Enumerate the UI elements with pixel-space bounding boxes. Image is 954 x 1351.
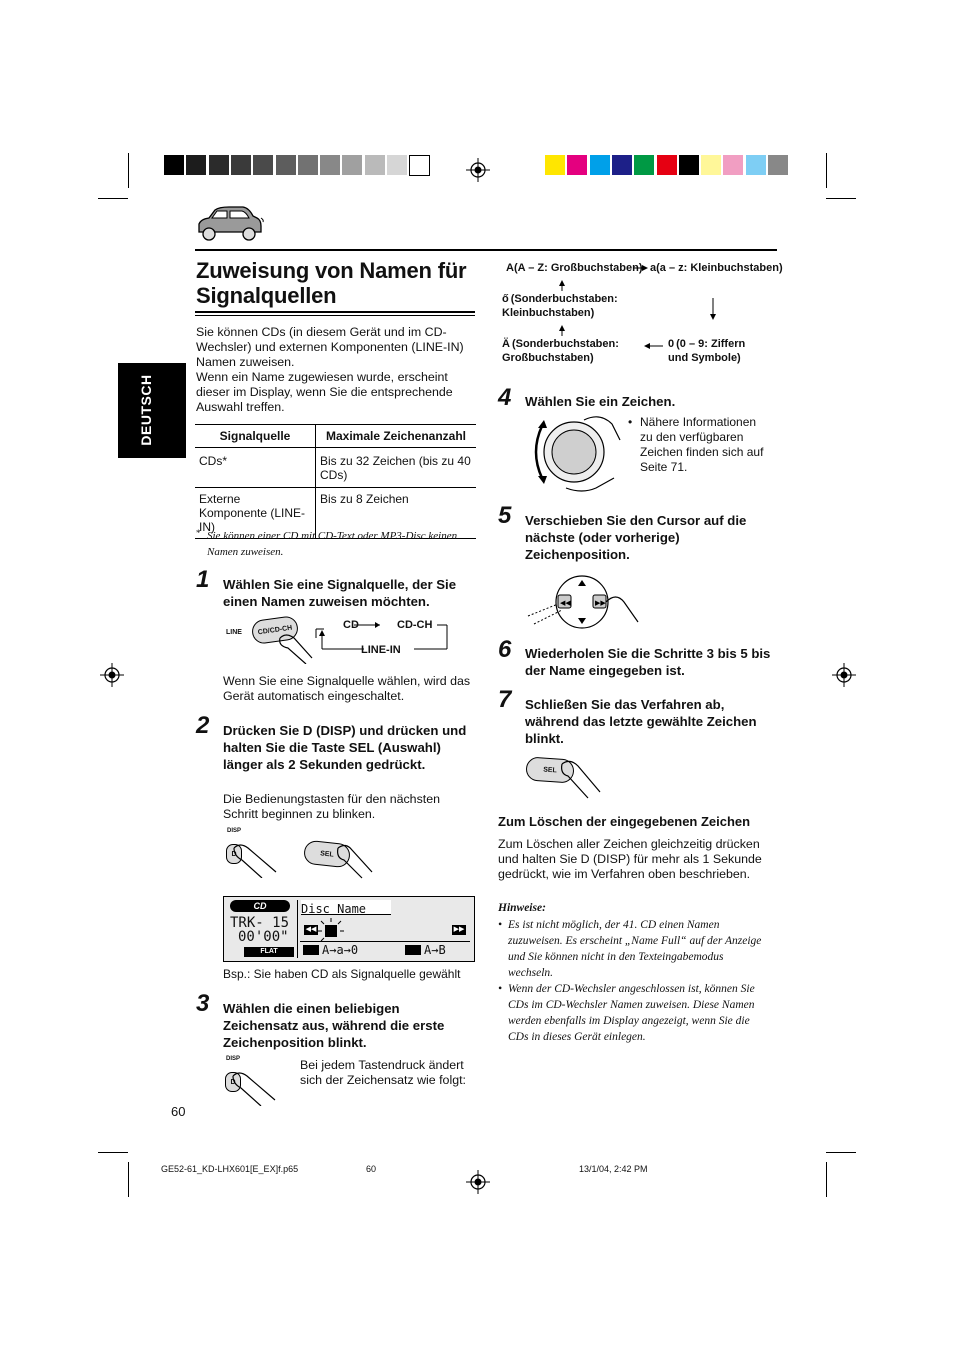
step-number: 4 bbox=[498, 384, 512, 411]
intro-paragraph: Sie können CDs (in diesem Gerät und im CD-Wechsler) und externen Komponenten (LINE-IN) Namen zuweisen. bbox=[196, 325, 464, 369]
gray-swatch bbox=[409, 155, 430, 176]
page-number: 60 bbox=[171, 1104, 186, 1119]
hints-heading: Hinweise: bbox=[498, 902, 546, 914]
step-note: • Nähere Informationen zu den verfügbaren Zeichen finden sich auf Seite 71. bbox=[628, 415, 768, 475]
finger-press-icon bbox=[558, 756, 602, 800]
lcd-prev-icon: ◀◀ bbox=[305, 926, 317, 933]
gray-swatch bbox=[387, 155, 407, 175]
table-header: Maximale Zeichenanzahl bbox=[316, 425, 477, 448]
step-note-text: Nähere Informationen zu den verfügbaren Zeichen finden sich auf Seite 71. bbox=[640, 415, 764, 474]
color-swatch bbox=[590, 155, 610, 175]
page-title: Zuweisung von Namen für Signalquellen bbox=[196, 258, 467, 308]
title-underline-thin bbox=[195, 315, 475, 316]
gray-swatch bbox=[253, 155, 273, 175]
step-text: Wählen Sie eine Signalquelle, der Sie einen Namen zuweisen möchten. bbox=[223, 577, 457, 609]
step-note: Wenn Sie eine Signalquelle wählen, wird das Gerät automatisch eingeschaltet. bbox=[223, 674, 471, 703]
footnote-mark: * bbox=[196, 528, 201, 538]
list-item: • Es ist nicht möglich, der 41. CD einen Namen zuzuweisen. Es erscheint „Name Full“ auf der Anzeige und Sie können nicht in den Texteingabemodus wechseln. bbox=[498, 919, 762, 979]
lcd-eq-badge bbox=[244, 947, 294, 957]
color-swatch bbox=[768, 155, 788, 175]
step-number: 3 bbox=[196, 990, 210, 1017]
disp-label: DISP bbox=[227, 828, 242, 834]
lcd-sel-icon bbox=[405, 945, 421, 955]
signal-source-table bbox=[195, 424, 476, 539]
cd-ch-option: CD-CH bbox=[397, 619, 433, 631]
lcd-time: 00'00" bbox=[238, 929, 289, 945]
intro-text bbox=[196, 325, 476, 415]
charset-upper-label: (A – Z: Großbuchstaben) bbox=[513, 262, 643, 274]
color-swatch bbox=[567, 155, 587, 175]
source-select-diagram bbox=[226, 614, 456, 664]
color-swatch bbox=[634, 155, 654, 175]
gray-swatch bbox=[365, 155, 385, 175]
gray-swatch bbox=[276, 155, 296, 175]
step-text: Schließen Sie das Verfahren ab, während das letzte gewählte Zeichen blinkt. bbox=[525, 697, 757, 746]
step-number: 2 bbox=[196, 712, 210, 739]
svg-text:◀◀: ◀◀ bbox=[560, 599, 571, 607]
footnote-text: Sie können einer CD mit CD-Text oder MP3-Disc keinen Namen zuweisen. bbox=[207, 530, 458, 558]
digit-icon: 0 bbox=[668, 338, 675, 350]
lower-a-icon: a bbox=[650, 262, 657, 274]
sel-button-label: SEL bbox=[319, 849, 335, 859]
charset-arrows bbox=[498, 258, 783, 376]
disp-button-diagram bbox=[224, 828, 280, 878]
language-tab-label: DEUTSCH bbox=[138, 374, 154, 446]
d-button-label: D bbox=[231, 850, 237, 858]
disp-button-diagram bbox=[223, 1056, 279, 1106]
hint-text: Es ist nicht möglich, der 41. CD einen Namen zuzuweisen. Es erscheint „Name Full“ auf der Anzeige und Sie können nicht in den Texteingabemodus wechseln. bbox=[508, 919, 762, 979]
special-upper-icon: Ä bbox=[502, 338, 510, 350]
finger-press-icon bbox=[334, 840, 374, 880]
lcd-track: TRK- 15 bbox=[230, 915, 290, 931]
sel-button-label: SEL bbox=[542, 766, 558, 774]
lcd-disp-icon bbox=[303, 945, 319, 955]
line-label: LINE bbox=[226, 629, 242, 636]
step-text: Drücken Sie D (DISP) und drücken und halten Sie die Taste SEL (Auswahl) länger als 2 Sekunden gedrückt. bbox=[223, 723, 467, 772]
language-tab bbox=[118, 363, 186, 458]
direction-pad-icon[interactable] bbox=[526, 574, 640, 630]
step-text: Wählen Sie ein Zeichen. bbox=[525, 394, 676, 409]
color-swatch bbox=[723, 155, 743, 175]
lcd-source-badge bbox=[230, 900, 290, 912]
title-underline bbox=[195, 311, 475, 313]
lcd-source-label: CD bbox=[253, 901, 267, 911]
color-swatch bbox=[679, 155, 699, 175]
car-icon bbox=[195, 202, 265, 244]
finger-press-icon bbox=[276, 624, 316, 664]
sel-button-diagram bbox=[304, 840, 374, 880]
hint-text: Wenn der CD-Wechsler angeschlossen ist, können Sie CDs im CD-Wechsler Namen zuweisen. Diese Namen werden ebenfalls im Display angezeigt, wenn Sie die CDs in dieses Gerät einlegen. bbox=[508, 983, 755, 1043]
cd-cdch-button-label: CD/CD-CH bbox=[257, 624, 293, 636]
color-swatch bbox=[746, 155, 766, 175]
charset-cycle-diagram bbox=[498, 258, 783, 376]
intro-paragraph: Wenn ein Name zugewiesen wurde, erscheint dieser im Display, wenn Sie die entsprechende Auswahl treffen. bbox=[196, 370, 453, 414]
table-cell: CDs* bbox=[195, 448, 316, 488]
color-swatch bbox=[545, 155, 565, 175]
step-note: Bei jedem Tastendruck ändert sich der Zeichensatz wie folgt: bbox=[300, 1058, 466, 1087]
finger-press-icon bbox=[231, 1070, 277, 1106]
gray-swatch bbox=[342, 155, 362, 175]
charset-digits-label: (0 – 9: Ziffern und Symbole) bbox=[668, 338, 746, 364]
registration-target-icon bbox=[466, 1170, 490, 1194]
registration-target-icon bbox=[466, 158, 490, 182]
color-swatch bbox=[657, 155, 677, 175]
step-number: 6 bbox=[498, 636, 512, 663]
d-button-label: D bbox=[230, 1078, 236, 1086]
registration-target-icon bbox=[100, 663, 124, 687]
color-swatch bbox=[701, 155, 721, 175]
upper-a-icon: A bbox=[506, 262, 514, 274]
cd-option: CD bbox=[343, 619, 359, 631]
table-cell: Bis zu 8 Zeichen bbox=[316, 488, 477, 539]
table-header: Signalquelle bbox=[195, 425, 316, 448]
footer-page: 60 bbox=[366, 1164, 377, 1174]
charset-lower-label: (a – z: Kleinbuchstaben) bbox=[656, 262, 783, 274]
lcd-charset-1: A→a→0 bbox=[322, 943, 359, 957]
delete-heading: Zum Löschen der eingegebenen Zeichen bbox=[498, 814, 751, 829]
line-in-option: LINE-IN bbox=[361, 644, 401, 656]
footer-date: 13/1/04, 2:42 PM bbox=[579, 1164, 648, 1174]
lcd-divider bbox=[297, 900, 298, 958]
lcd-name-text: Disc Name bbox=[301, 902, 367, 916]
sel-button-diagram bbox=[526, 756, 606, 800]
finger-press-icon bbox=[232, 842, 278, 878]
delete-text: Zum Löschen aller Zeichen gleichzeitig drücken und halten Sie D (DISP) für mehr als 1 Sekunde gedrückt, wie im Verfahren oben beschrieben. bbox=[498, 837, 762, 881]
gray-swatch bbox=[209, 155, 229, 175]
disp-label: DISP bbox=[226, 1056, 241, 1062]
control-dial-icon[interactable] bbox=[522, 412, 622, 494]
special-lower-icon: ő bbox=[502, 293, 509, 305]
table-row bbox=[195, 448, 476, 488]
table-footnote bbox=[196, 528, 466, 560]
lcd-eq-label: FLAT bbox=[260, 948, 278, 955]
step-note: Die Bedienungstasten für den nächsten Schritt beginnen zu blinken. bbox=[223, 792, 440, 821]
step-number: 5 bbox=[498, 502, 512, 529]
lcd-bottom-rule bbox=[300, 941, 470, 942]
registration-target-icon bbox=[832, 663, 856, 687]
lcd-next-icon: ▶▶ bbox=[453, 926, 465, 933]
gray-swatch bbox=[320, 155, 340, 175]
svg-text:▶▶: ▶▶ bbox=[595, 599, 606, 607]
step-text: Verschieben Sie den Cursor auf die nächste (oder vorherige) Zeichenposition. bbox=[525, 513, 747, 562]
list-item: • Wenn der CD-Wechsler angeschlossen ist, können Sie CDs im CD-Wechsler Namen zuweisen. Diese Namen werden ebenfalls im Display angezeigt, wenn Sie die CDs in dieses Gerät einlegen. bbox=[498, 983, 755, 1043]
table-cell: Bis zu 32 Zeichen (bis zu 40 CDs) bbox=[316, 448, 477, 488]
display-caption: Bsp.: Sie haben CD als Signalquelle gewählt bbox=[223, 967, 461, 981]
gray-swatch bbox=[164, 155, 184, 175]
gray-swatch bbox=[298, 155, 318, 175]
lcd-display bbox=[223, 896, 475, 962]
color-swatch bbox=[612, 155, 632, 175]
header-rule bbox=[195, 249, 777, 251]
charset-special-lower-label: (Sonderbuchstaben: Kleinbuchstaben) bbox=[502, 293, 618, 319]
lcd-charset-2: A→B bbox=[424, 943, 446, 957]
footer-file: GE52-61_KD-LHX601[E_EX]f.p65 bbox=[161, 1164, 299, 1174]
charset-special-upper-label: (Sonderbuchstaben: Großbuchstaben) bbox=[502, 338, 619, 364]
gray-swatch bbox=[186, 155, 206, 175]
table-cell: Externe Komponente (LINE-IN) bbox=[195, 488, 316, 539]
step-text: Wiederholen Sie die Schritte 3 bis 5 bis der Name eingegeben ist. bbox=[525, 646, 771, 678]
step-number: 1 bbox=[196, 566, 210, 593]
hints-list bbox=[498, 917, 770, 1045]
step-text: Wählen die einen beliebigen Zeichensatz aus, während die erste Zeichenposition blinkt. bbox=[223, 1001, 445, 1050]
table-header-row bbox=[195, 425, 476, 448]
step-number: 7 bbox=[498, 686, 512, 713]
lcd-name-field bbox=[301, 900, 391, 915]
gray-swatch bbox=[231, 155, 251, 175]
